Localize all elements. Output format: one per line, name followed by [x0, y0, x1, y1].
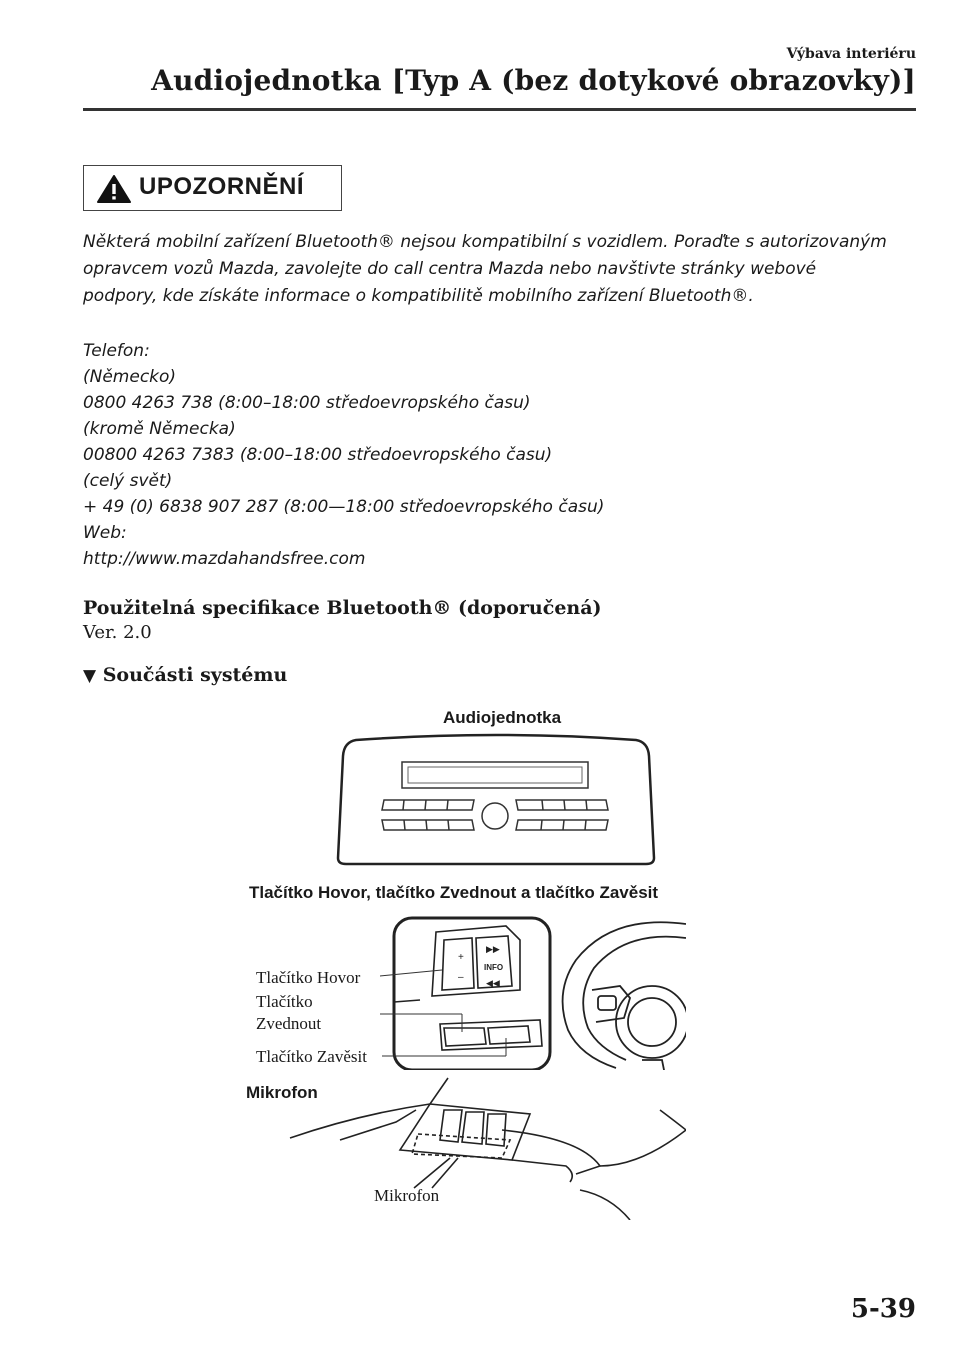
contact-line: 00800 4263 7383 (8:00–18:00 středoevropského času)	[83, 445, 553, 465]
header-rule	[83, 108, 916, 111]
callout-talk-button: Tlačítko Hovor	[256, 968, 361, 987]
microphone-label: Mikrofon	[246, 1083, 318, 1102]
callout-microphone: Mikrofon	[374, 1186, 440, 1205]
contact-line: (kromě Německa)	[83, 419, 236, 439]
warning-triangle-icon	[96, 174, 132, 204]
svg-text:▶▶: ▶▶	[486, 944, 500, 954]
caution-paragraph-line: Některá mobilní zařízení Bluetooth® nejsou kompatibilní s vozidlem. Poraďte s autorizovaným	[83, 232, 887, 252]
spec-value: Ver. 2.0	[83, 622, 152, 643]
section-label: Výbava interiéru	[786, 46, 916, 62]
caution-paragraph-line: podpory, kde získáte informace o kompatibilitě mobilního zařízení Bluetooth®.	[83, 286, 754, 306]
spec-heading: Použitelná specifikace Bluetooth® (doporučená)	[83, 597, 602, 619]
page-title: Audiojednotka [Typ A (bez dotykové obrazovky)]	[151, 64, 916, 97]
info-button-text: INFO	[484, 963, 504, 972]
audio-unit-label: Audiojednotka	[443, 708, 562, 727]
contact-link[interactable]: http://www.mazdahandsfree.com	[83, 549, 366, 569]
buttons-label: Tlačítko Hovor, tlačítko Zvednout a tlačítko Zavěsit	[249, 883, 659, 902]
components-heading-text: Součásti systému	[102, 664, 288, 686]
callout-pickup-line1: Tlačítko	[256, 992, 313, 1011]
steering-buttons-illustration	[380, 910, 686, 1070]
callout-pickup-line2: Zvednout	[256, 1014, 322, 1033]
contact-line: Web:	[83, 523, 127, 543]
caution-paragraph-line: opravcem vozů Mazda, zavolejte do call centra Mazda nebo navštivte stránky webové	[83, 259, 817, 279]
components-heading	[83, 664, 287, 686]
contact-line: Telefon:	[83, 341, 150, 361]
page-number: 5-39	[850, 1294, 916, 1324]
svg-text:–: –	[458, 972, 464, 983]
contact-line: (celý svět)	[83, 471, 173, 491]
audio-unit-illustration	[336, 732, 656, 868]
contact-line: 0800 4263 738 (8:00–18:00 středoevropského času)	[83, 393, 531, 413]
svg-text:◀◀: ◀◀	[486, 978, 500, 988]
caution-label: UPOZORNĚNÍ	[139, 173, 305, 200]
callout-hangup-button: Tlačítko Zavěsit	[256, 1047, 367, 1066]
caution-box	[83, 165, 342, 211]
triangle-down-icon: ▼	[83, 666, 97, 686]
svg-text:+: +	[458, 952, 464, 963]
microphone-illustration	[280, 1070, 686, 1220]
contact-line: (Německo)	[83, 367, 177, 387]
contact-line: + 49 (0) 6838 907 287 (8:00—18:00 středoevropského času)	[83, 497, 605, 517]
